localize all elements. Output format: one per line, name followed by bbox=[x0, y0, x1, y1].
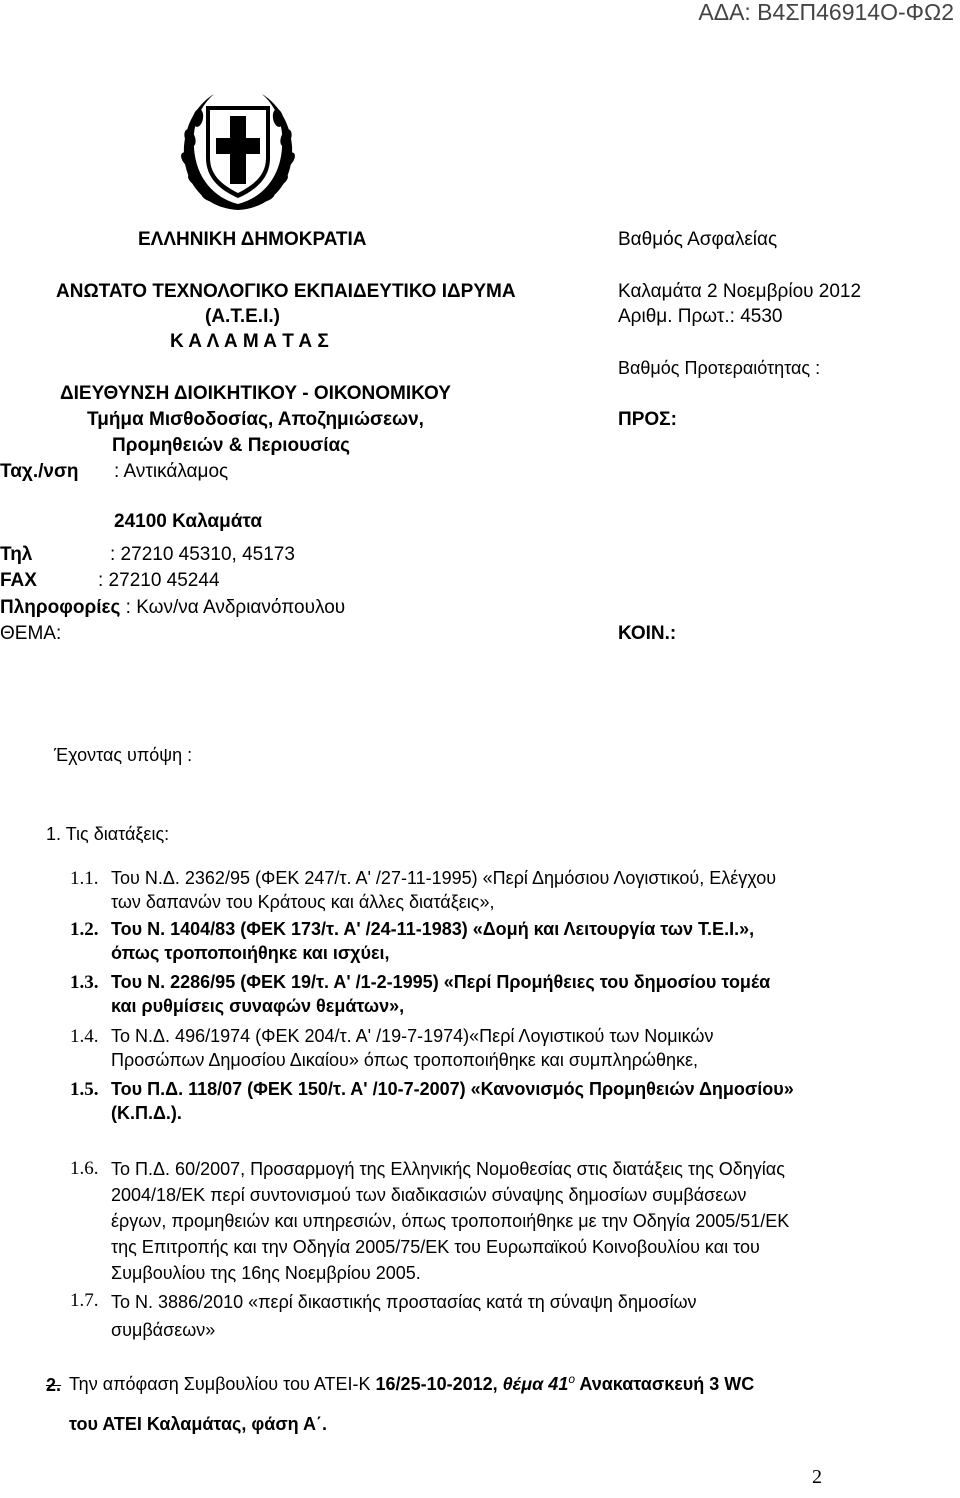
item-1-3-text bbox=[111, 970, 831, 1018]
postal-address-label: Ταχ./νση bbox=[0, 461, 79, 482]
item-1-1-text bbox=[111, 866, 831, 914]
item-2-line-2: του ΑΤΕΙ Καλαμάτας, φάση Α΄. bbox=[69, 1414, 327, 1434]
item-1-2-line-1: Του Ν. 1404/83 (ΦΕΚ 173/τ. Α' /24-11-1983) «Δομή και Λειτουργία των Τ.Ε.Ι.», bbox=[111, 919, 755, 939]
info-label: Πληροφορίες bbox=[0, 597, 121, 618]
country-name: ΕΛΛΗΝΙΚΗ ΔΗΜΟΚΡΑΤΙΑ bbox=[138, 229, 367, 250]
cc-label: ΚΟΙΝ.: bbox=[618, 623, 677, 644]
item-1-1-number: 1.1. bbox=[70, 868, 99, 889]
greek-coat-of-arms-icon bbox=[168, 78, 308, 218]
item-2-number: 2. bbox=[46, 1375, 62, 1395]
item-1-5-number: 1.5. bbox=[70, 1079, 99, 1100]
considering-heading: Έχοντας υπόψη : bbox=[54, 745, 193, 765]
item-1-6-text bbox=[111, 1156, 831, 1286]
page-number: 2 bbox=[812, 1466, 822, 1488]
item-1-4-line-2: Προσώπων Δημοσίου Δικαίου» όπως τροποποιήθηκε και συμπληρώθηκε, bbox=[111, 1050, 699, 1070]
item-1-1-line-1: Του Ν.Δ. 2362/95 (ΦΕΚ 247/τ. Α' /27-11-1995) «Περί Δημόσιου Λογιστικού, Ελέγχου bbox=[111, 868, 777, 888]
item-1-3-line-1: Του Ν. 2286/95 (ΦΕΚ 19/τ. Α' /1-2-1995) «Περί Προμήθειες του δημοσίου τομέα bbox=[111, 972, 771, 992]
item-1-6-line-3: έργων, προμηθειών και υπηρεσιών, όπως τροποποιήθηκε με την Οδηγία 2005/51/ΕΚ bbox=[111, 1211, 790, 1231]
item-2-text-c: θέμα 41 bbox=[497, 1374, 569, 1394]
item-1-6-line-5: Συμβουλίου της 16ης Νοεμβρίου 2005. bbox=[111, 1263, 421, 1283]
item-1-1-line-2: των δαπανών του Κράτους και άλλες διατάξεις», bbox=[111, 892, 495, 912]
item-1-2-number: 1.2. bbox=[70, 919, 99, 940]
department-line-2: Προμηθειών & Περιουσίας bbox=[112, 435, 351, 456]
ada-watermark: ΑΔΑ: Β4ΣΠ46914Ο-ΦΩ2 bbox=[698, 0, 954, 25]
item-1-6-number: 1.6. bbox=[70, 1158, 99, 1179]
subject-label: ΘΕΜΑ: bbox=[0, 623, 62, 644]
security-level: Βαθμός Ασφαλείας bbox=[618, 229, 778, 250]
institution-city: Κ Α Λ Α Μ Α Τ Α Σ bbox=[170, 331, 329, 352]
item-1-heading: 1. Τις διατάξεις: bbox=[46, 824, 170, 844]
item-1-6-line-2: 2004/18/ΕΚ περί συντονισμού των διαδικασιών σύναψης δημοσίων συμβάσεων bbox=[111, 1185, 747, 1205]
info-row bbox=[0, 596, 345, 620]
item-2-text-a: Την απόφαση Συμβουλίου του ΑΤΕΙ-Κ bbox=[69, 1374, 376, 1394]
item-1-3-number: 1.3. bbox=[70, 972, 99, 993]
item-1-7-line-1: Το Ν. 3886/2010 «περί δικαστικής προστασίας κατά τη σύναψη δημοσίων bbox=[111, 1292, 697, 1312]
item-1-5-text bbox=[111, 1077, 831, 1125]
fax-value: : 27210 45244 bbox=[98, 570, 220, 591]
to-label: ΠΡΟΣ: bbox=[618, 409, 677, 430]
protocol-number: Αριθμ. Πρωτ.: 4530 bbox=[618, 306, 783, 327]
document-date: Καλαμάτα 2 Νοεμβρίου 2012 bbox=[618, 281, 862, 302]
item-1-7-line-2: συμβάσεων» bbox=[111, 1320, 216, 1340]
item-2-text-b: 16/25-10-2012, bbox=[375, 1374, 498, 1394]
item-1-2-line-2: όπως τροποποιήθηκε και ισχύει, bbox=[111, 943, 390, 963]
institution-name: ΑΝΩΤΑΤΟ ΤΕΧΝΟΛΟΓΙΚΟ ΕΚΠΑΙΔΕΥΤΙΚΟ ΙΔΡΥΜΑ bbox=[56, 281, 516, 302]
directorate-name: ΔΙΕΥΘΥΝΣΗ ΔΙΟΙΚΗΤΙΚΟΥ - ΟΙΚΟΝΟΜΙΚΟΥ bbox=[60, 383, 451, 404]
item-2-text-d: Ανακατασκευή 3 WC bbox=[575, 1374, 755, 1394]
item-1-4-text bbox=[111, 1024, 831, 1072]
item-1-2-text bbox=[111, 917, 831, 965]
department-line-1: Τμήμα Μισθοδοσίας, Αποζημιώσεων, bbox=[87, 409, 424, 430]
item-1-5-line-1: Του Π.Δ. 118/07 (ΦΕΚ 150/τ. Α' /10-7-2007) «Κανονισμός Προμηθειών Δημοσίου» bbox=[111, 1079, 794, 1099]
phone-value: : 27210 45310, 45173 bbox=[110, 544, 295, 565]
item-1-4-number: 1.4. bbox=[70, 1026, 99, 1047]
item-2-line-1 bbox=[69, 1372, 754, 1396]
postal-address-value: : Αντικάλαμος bbox=[114, 461, 229, 482]
item-1-7-text bbox=[111, 1288, 831, 1344]
item-2-superscript: ο bbox=[568, 1372, 576, 1386]
info-value: : Κων/να Ανδριανόπουλου bbox=[125, 597, 346, 618]
phone-label: Τηλ bbox=[0, 544, 33, 565]
item-1-6-line-1: Το Π.Δ. 60/2007, Προσαρμογή της Ελληνικής Νομοθεσίας στις διατάξεις της Οδηγίας bbox=[111, 1159, 785, 1179]
item-1-5-line-2: (Κ.Π.Δ.). bbox=[111, 1103, 182, 1123]
item-1-4-line-1: Το Ν.Δ. 496/1974 (ΦΕΚ 204/τ. Α' /19-7-1974)«Περί Λογιστικού των Νομικών bbox=[111, 1026, 714, 1046]
fax-label: FAX bbox=[0, 570, 37, 591]
priority-level: Βαθμός Προτεραιότητας : bbox=[618, 358, 821, 378]
item-1-3-line-2: και ρυθμίσεις συναφών θεμάτων», bbox=[111, 996, 405, 1016]
item-1-6-line-4: της Επιτροπής και την Οδηγία 2005/75/ΕΚ του Ευρωπαϊκού Κοινοβουλίου και του bbox=[111, 1237, 760, 1257]
postal-code: 24100 Καλαμάτα bbox=[114, 511, 263, 532]
institution-abbr: (Α.Τ.Ε.Ι.) bbox=[205, 306, 280, 327]
item-1-7-number: 1.7. bbox=[70, 1290, 99, 1311]
